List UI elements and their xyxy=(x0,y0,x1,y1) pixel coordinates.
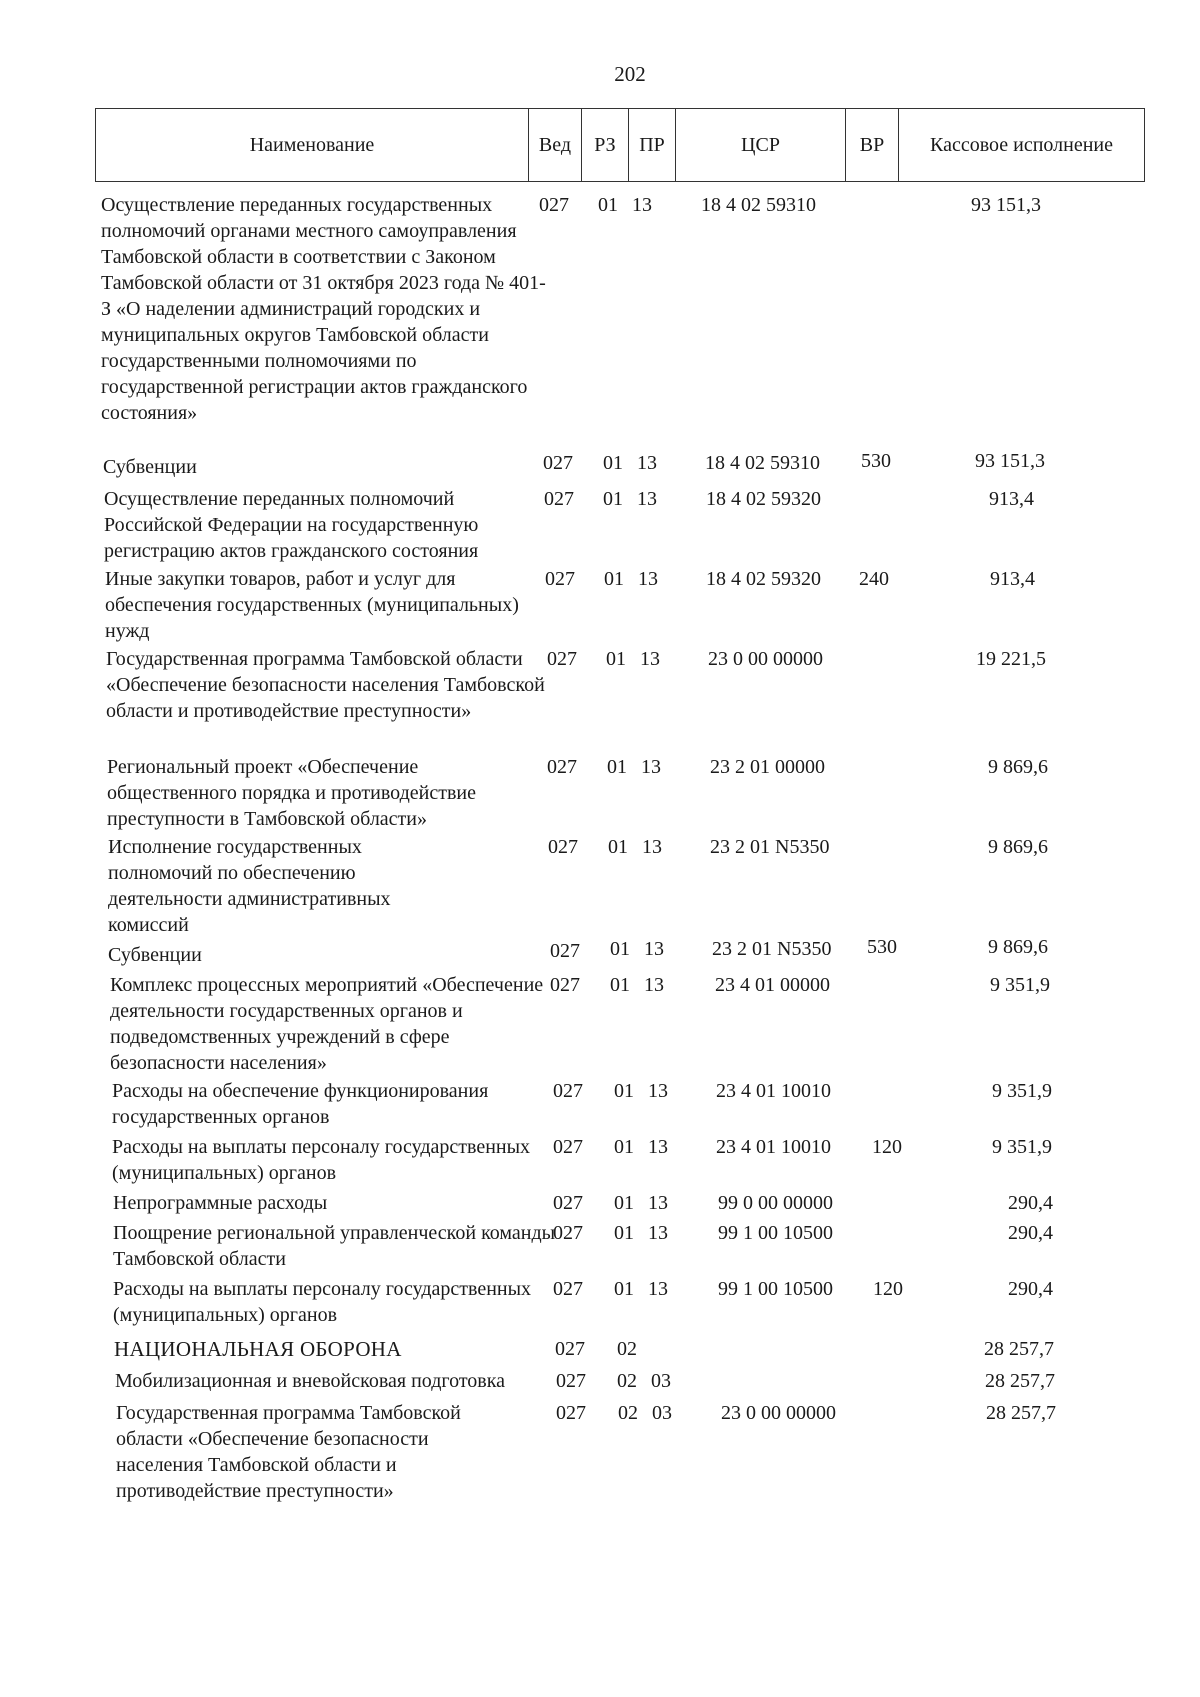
row-csr: 23 0 00 00000 xyxy=(708,648,823,670)
header-vr: ВР xyxy=(845,109,898,181)
row-ved: 027 xyxy=(550,940,580,962)
row-amount: 28 257,7 xyxy=(985,1370,1055,1392)
row-rz: 01 xyxy=(606,648,626,670)
row-csr: 23 4 01 00000 xyxy=(715,974,830,996)
row-pr: 03 xyxy=(651,1370,671,1392)
row-pr: 13 xyxy=(637,488,657,510)
row-amount: 19 221,5 xyxy=(976,648,1046,670)
row-pr: 13 xyxy=(640,648,660,670)
row-amount: 28 257,7 xyxy=(984,1338,1054,1360)
table-row xyxy=(112,1130,1200,1186)
row-ved: 027 xyxy=(553,1080,583,1102)
row-amount: 93 151,3 xyxy=(971,194,1041,216)
row-rz: 01 xyxy=(614,1080,634,1102)
row-name: Расходы на обеспечение функционирования государственных органов xyxy=(112,1080,489,1128)
row-amount: 913,4 xyxy=(990,568,1035,590)
row-ved: 027 xyxy=(547,648,577,670)
row-ved: 027 xyxy=(548,836,578,858)
row-csr: 23 2 01 N5350 xyxy=(712,938,832,960)
row-pr: 13 xyxy=(648,1136,668,1158)
row-pr: 13 xyxy=(648,1080,668,1102)
row-pr: 13 xyxy=(644,938,664,960)
table-row xyxy=(104,482,1200,562)
row-rz: 01 xyxy=(603,488,623,510)
row-name: Исполнение государственных полномочий по обеспечению деятельности административных комиссий xyxy=(108,836,391,936)
row-pr: 03 xyxy=(652,1402,672,1424)
row-pr: 13 xyxy=(638,568,658,590)
row-name: Расходы на выплаты персоналу государственных (муниципальных) органов xyxy=(112,1136,531,1184)
row-name: Расходы на выплаты персоналу государственных (муниципальных) органов xyxy=(113,1278,532,1326)
row-rz: 01 xyxy=(614,1222,634,1244)
table-row xyxy=(113,1216,1200,1272)
budget-table xyxy=(0,188,1200,1506)
row-csr: 99 1 00 10500 xyxy=(718,1222,833,1244)
row-csr: 18 4 02 59320 xyxy=(706,488,821,510)
table-row xyxy=(103,450,1200,482)
row-pr: 13 xyxy=(641,756,661,778)
table-row xyxy=(106,642,1200,750)
row-amount: 9 869,6 xyxy=(988,756,1048,778)
row-csr: 18 4 02 59310 xyxy=(701,194,816,216)
row-name: Осуществление переданных государственных полномочий органами местного самоуправления Тамбовской области в соответствии с Законом Тамбовской области от 31 октября 2023 года № 401-З «О наделении администраций городских и муниципальных округов Тамбовской области государственными полномочиями по государственной регистрации актов гражданского состояния» xyxy=(101,194,546,424)
row-csr: 23 2 01 N5350 xyxy=(710,836,830,858)
row-rz: 02 xyxy=(617,1338,637,1360)
row-rz: 01 xyxy=(598,194,618,216)
row-pr: 13 xyxy=(642,836,662,858)
row-amount: 290,4 xyxy=(1008,1192,1053,1214)
row-name: Мобилизационная и вневойсковая подготовка xyxy=(115,1370,506,1392)
row-rz: 01 xyxy=(614,1278,634,1300)
row-ved: 027 xyxy=(547,756,577,778)
row-amount: 913,4 xyxy=(989,488,1034,510)
row-pr: 13 xyxy=(648,1192,668,1214)
row-csr: 23 4 01 10010 xyxy=(716,1136,831,1158)
row-pr: 13 xyxy=(648,1222,668,1244)
row-csr: 18 4 02 59310 xyxy=(705,452,820,474)
row-vr: 120 xyxy=(872,1136,902,1158)
row-rz: 01 xyxy=(614,1192,634,1214)
row-rz: 01 xyxy=(610,938,630,960)
row-amount: 93 151,3 xyxy=(975,450,1045,472)
row-amount: 290,4 xyxy=(1008,1222,1053,1244)
header-pr: ПР xyxy=(628,109,675,181)
row-name: Осуществление переданных полномочий Российской Федерации на государственную регистрацию актов гражданского состояния xyxy=(104,488,479,562)
row-ved: 027 xyxy=(539,194,569,216)
table-row xyxy=(114,1332,1200,1364)
table-row xyxy=(113,1186,1200,1216)
table-header xyxy=(95,108,1145,182)
row-vr: 530 xyxy=(867,936,897,958)
row-rz: 01 xyxy=(607,756,627,778)
row-csr: 18 4 02 59320 xyxy=(706,568,821,590)
row-ved: 027 xyxy=(544,488,574,510)
row-ved: 027 xyxy=(556,1370,586,1392)
row-ved: 027 xyxy=(553,1222,583,1244)
table-row xyxy=(113,1272,1200,1332)
row-name: Государственная программа Тамбовской области «Обеспечение безопасности населения Тамбовской области и противодействие преступности» xyxy=(116,1402,461,1502)
row-pr: 13 xyxy=(644,974,664,996)
row-name: Комплекс процессных мероприятий «Обеспечение деятельности государственных органов и подведомственных учреждений в сфере безопасности населения» xyxy=(110,974,544,1074)
row-name: Региональный проект «Обеспечение общественного порядка и противодействие преступности в Тамбовской области» xyxy=(107,756,476,830)
row-amount: 9 869,6 xyxy=(988,936,1048,958)
row-vr: 120 xyxy=(873,1278,903,1300)
row-amount: 290,4 xyxy=(1008,1278,1053,1300)
row-pr: 13 xyxy=(637,452,657,474)
header-name: Наименование xyxy=(249,133,375,156)
page-number: 202 xyxy=(614,62,646,86)
row-amount: 9 351,9 xyxy=(992,1080,1052,1102)
row-rz: 01 xyxy=(604,568,624,590)
table-row xyxy=(105,562,1200,642)
header-ved: Вед xyxy=(528,109,581,181)
row-name: Субвенции xyxy=(103,456,197,478)
row-pr: 13 xyxy=(648,1278,668,1300)
row-rz: 01 xyxy=(603,452,623,474)
header-amount: Кассовое исполнение xyxy=(898,109,1144,181)
row-ved: 027 xyxy=(553,1136,583,1158)
row-amount: 28 257,7 xyxy=(986,1402,1056,1424)
row-ved: 027 xyxy=(556,1402,586,1424)
table-row xyxy=(112,1074,1200,1130)
row-ved: 027 xyxy=(550,974,580,996)
table-row xyxy=(108,938,1200,968)
row-rz: 02 xyxy=(617,1370,637,1392)
row-csr: 99 0 00 00000 xyxy=(718,1192,833,1214)
row-ved: 027 xyxy=(545,568,575,590)
row-csr: 23 4 01 10010 xyxy=(716,1080,831,1102)
row-ved: 027 xyxy=(543,452,573,474)
row-amount: 9 351,9 xyxy=(992,1136,1052,1158)
row-pr: 13 xyxy=(632,194,652,216)
header-csr: ЦСР xyxy=(675,109,845,181)
row-vr: 530 xyxy=(861,450,891,472)
row-csr: 23 0 00 00000 xyxy=(721,1402,836,1424)
table-row xyxy=(116,1396,1200,1506)
row-name: Иные закупки товаров, работ и услуг для обеспечения государственных (муниципальных) нужд xyxy=(105,568,519,642)
row-ved: 027 xyxy=(553,1192,583,1214)
table-row xyxy=(107,750,1200,830)
table-row xyxy=(108,830,1200,938)
table-row xyxy=(110,968,1200,1074)
row-name: Поощрение региональной управленческой команды Тамбовской области xyxy=(113,1222,556,1270)
row-name: НАЦИОНАЛЬНАЯ ОБОРОНА xyxy=(114,1337,402,1361)
row-vr: 240 xyxy=(859,568,889,590)
row-rz: 01 xyxy=(614,1136,634,1158)
row-amount: 9 351,9 xyxy=(990,974,1050,996)
row-csr: 23 2 01 00000 xyxy=(710,756,825,778)
row-rz: 01 xyxy=(608,836,628,858)
row-ved: 027 xyxy=(553,1278,583,1300)
table-row xyxy=(115,1364,1200,1396)
row-rz: 01 xyxy=(610,974,630,996)
header-rz: РЗ xyxy=(581,109,628,181)
row-rz: 02 xyxy=(618,1402,638,1424)
row-name: Государственная программа Тамбовской области «Обеспечение безопасности населения Тамбовской области и противодействие преступности» xyxy=(106,648,545,722)
row-amount: 9 869,6 xyxy=(988,836,1048,858)
row-ved: 027 xyxy=(555,1338,585,1360)
row-csr: 99 1 00 10500 xyxy=(718,1278,833,1300)
row-name: Субвенции xyxy=(108,944,202,966)
row-name: Непрограммные расходы xyxy=(113,1192,328,1214)
table-row xyxy=(101,188,1200,450)
